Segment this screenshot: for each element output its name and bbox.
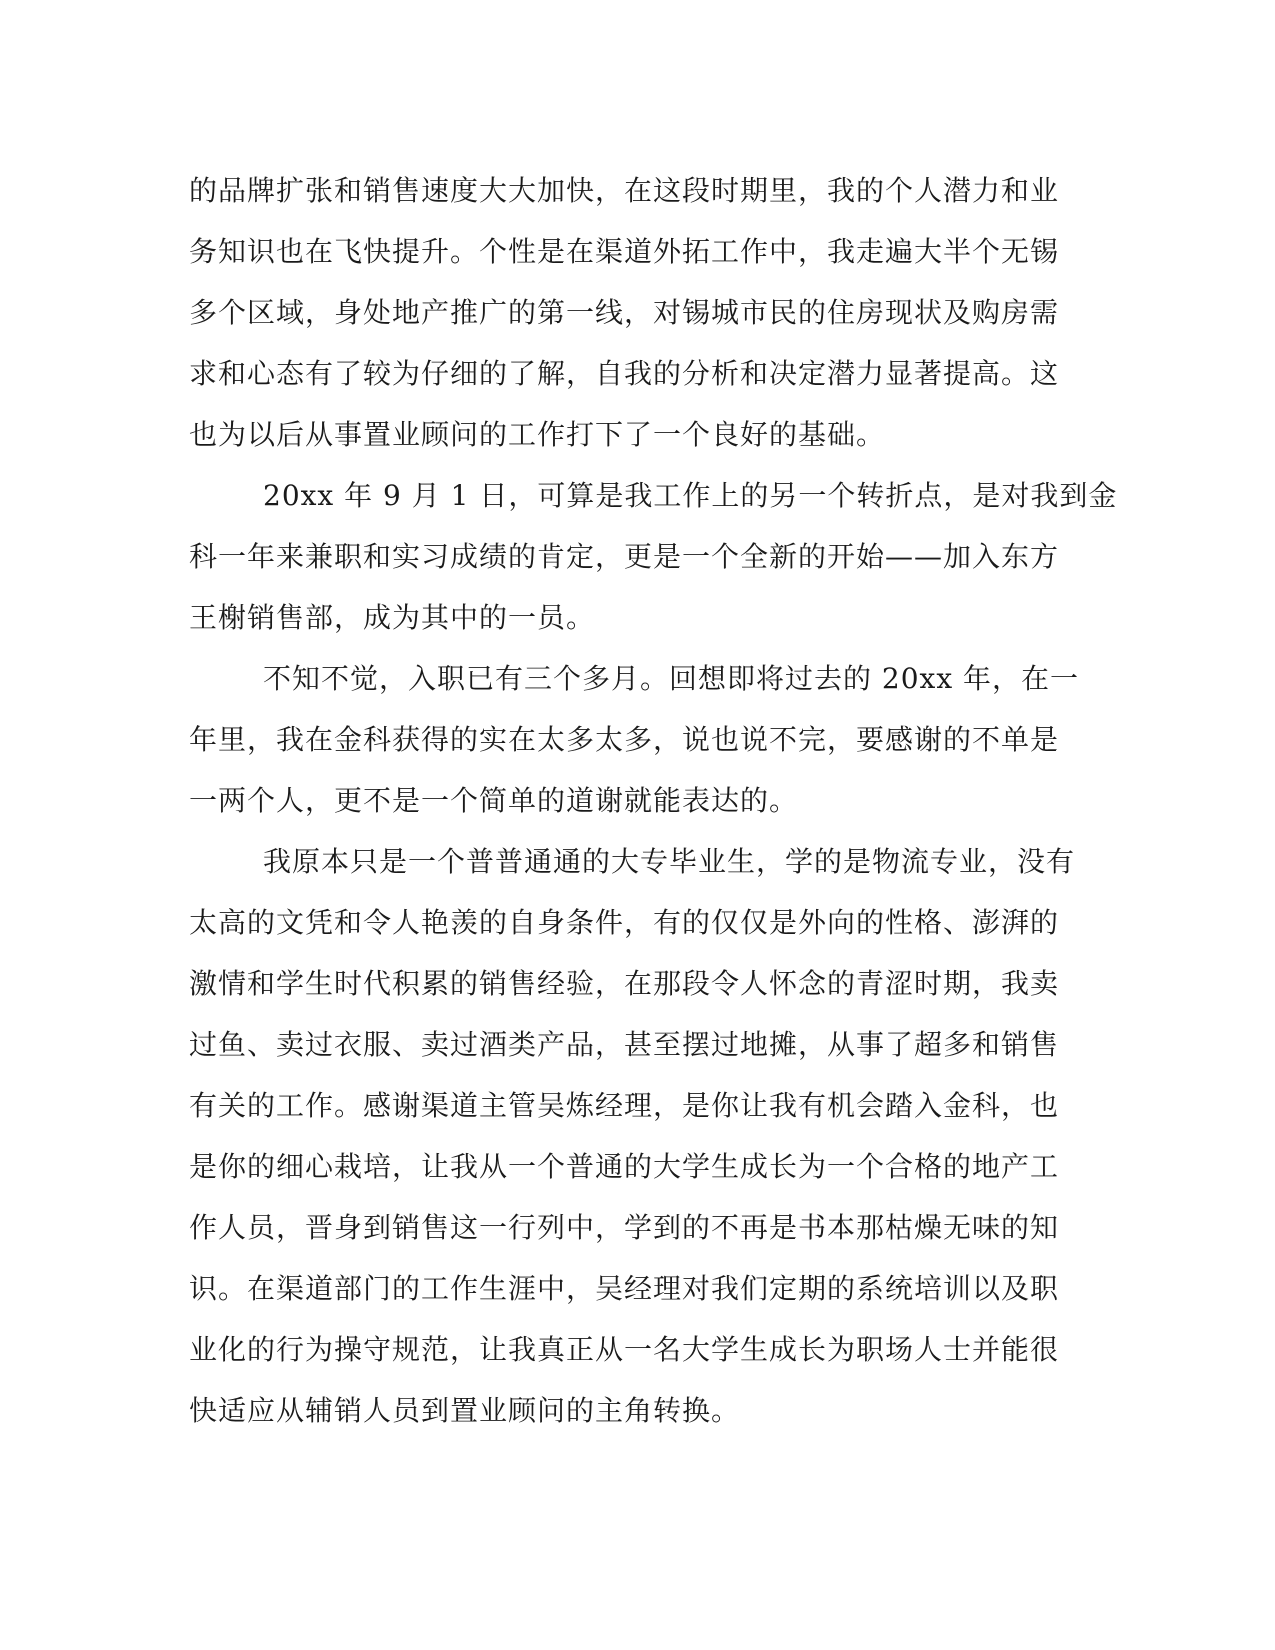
text-line: 太高的文凭和令人艳羡的自身条件，有的仅仅是外向的性格、澎湃的: [189, 906, 1060, 939]
text-line: 也为以后从事置业顾问的工作打下了一个良好的基础。: [189, 418, 886, 451]
text-line: 识。在渠道部门的工作生涯中，吴经理对我们定期的系统培训以及职: [189, 1272, 1060, 1305]
text-line: 过鱼、卖过衣服、卖过酒类产品，甚至摆过地摊，从事了超多和销售: [189, 1028, 1060, 1061]
text-line: 我原本只是一个普普通通的大专毕业生，学的是物流专业，没有: [263, 845, 1076, 878]
text-line: 一两个人，更不是一个简单的道谢就能表达的。: [189, 784, 799, 817]
text-line: 多个区域，身处地产推广的第一线，对锡城市民的住房现状及购房需: [189, 296, 1060, 329]
text-line: 激情和学生时代积累的销售经验，在那段令人怀念的青涩时期，我卖: [189, 967, 1060, 1000]
text-line: 业化的行为操守规范，让我真正从一名大学生成长为职场人士并能很: [189, 1333, 1060, 1366]
text-line: 的品牌扩张和销售速度大大加快，在这段时期里，我的个人潜力和业: [189, 174, 1060, 207]
text-line: 年里，我在金科获得的实在太多太多，说也说不完，要感谢的不单是: [189, 723, 1060, 756]
text-line: 求和心态有了较为仔细的了解，自我的分析和决定潜力显著提高。这: [189, 357, 1060, 390]
text-line: 不知不觉，入职已有三个多月。回想即将过去的 20xx 年，在一: [263, 662, 1080, 695]
text-line: 务知识也在飞快提升。个性是在渠道外拓工作中，我走遍大半个无锡: [189, 235, 1060, 268]
text-line: 王榭销售部，成为其中的一员。: [189, 601, 596, 634]
text-line: 有关的工作。感谢渠道主管吴炼经理，是你让我有机会踏入金科，也: [189, 1089, 1060, 1122]
text-line: 作人员，晋身到销售这一行列中，学到的不再是书本那枯燥无味的知: [189, 1211, 1060, 1244]
document-body: [189, 160, 1118, 1441]
text-line: 20xx 年 9 月 1 日，可算是我工作上的另一个转折点，是对我到金: [263, 479, 1118, 512]
text-line: 快适应从辅销人员到置业顾问的主角转换。: [189, 1394, 741, 1427]
text-line: 科一年来兼职和实习成绩的肯定，更是一个全新的开始——加入东方: [189, 540, 1060, 573]
text-line: 是你的细心栽培，让我从一个普通的大学生成长为一个合格的地产工: [189, 1150, 1060, 1183]
